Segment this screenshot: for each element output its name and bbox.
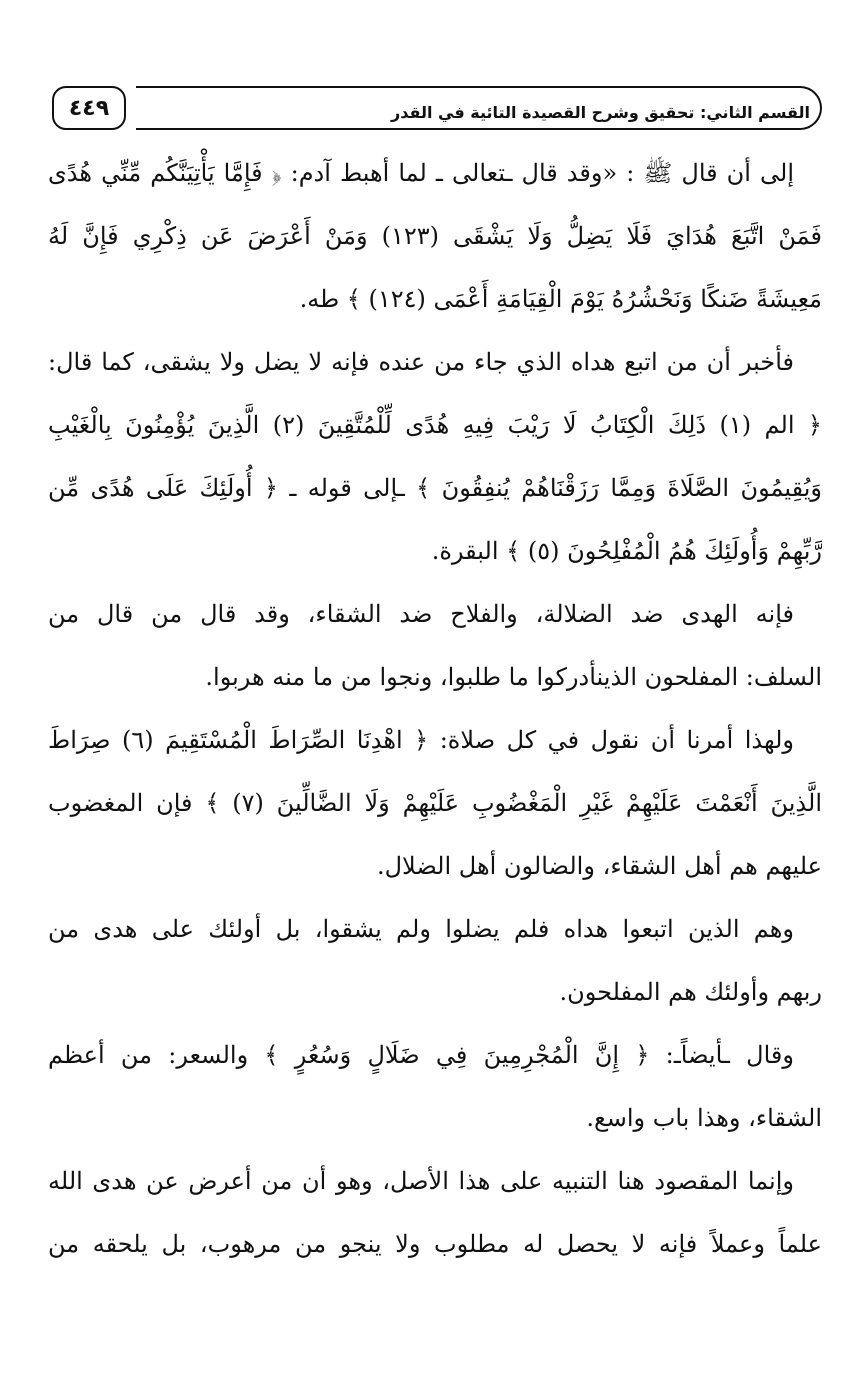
text-line: فإنه الهدى ضد الضلالة، والفلاح ضد الشقاء، وقد قال من قال من — [48, 600, 794, 628]
body-text — [48, 142, 822, 1276]
text-line: علماً وعملاً فإنه لا يحصل له مطلوب ولا ينجو من مرهوب، بل يلحقه من — [48, 1230, 822, 1258]
header-title-frame — [136, 86, 822, 130]
running-title: القسم الثاني: تحقيق وشرح القصيدة التائية في القدر — [390, 103, 810, 122]
text-line: السلف: المفلحون الذينأدركوا ما طلبوا، ونجوا من ما منه هربوا. — [205, 663, 822, 691]
text-line: عليهم هم أهل الشقاء، والضالون أهل الضلال. — [376, 852, 822, 880]
text-line: مَعِيشَةً ضَنكًا وَنَحْشُرُهُ يَوْمَ الْقِيَامَةِ أَعْمَى (١٢٤) ﴾ طه. — [299, 285, 822, 313]
text-line: ﴿ الم (١) ذَلِكَ الْكِتَابُ لَا رَيْبَ فِيهِ هُدًى لِّلْمُتَّقِينَ (٢) الَّذِينَ يُؤْمِنُونَ بِالْغَيْبِ — [48, 411, 822, 439]
text-line: وقال ـأيضاًـ: ﴿ إِنَّ الْمُجْرِمِينَ فِي ضَلَالٍ وَسُعُرٍ ﴾ والسعر: من أعظم — [48, 1041, 794, 1069]
text-line: الَّذِينَ أَنْعَمْتَ عَلَيْهِمْ غَيْرِ الْمَغْضُوبِ عَلَيْهِمْ وَلَا الضَّالِّينَ (٧) ﴾ فإن المغضوب — [48, 789, 822, 817]
text-line: وَيُقِيمُونَ الصَّلَاةَ وَمِمَّا رَزَقْنَاهُمْ يُنفِقُونَ ﴾ ـإلى قوله ـ ﴿ أُولَئِكَ عَلَى هُدًى مِّن — [48, 474, 822, 502]
text-line: فأخبر أن من اتبع هداه الذي جاء من عنده فإنه لا يضل ولا يشقى، كما قال: — [48, 348, 794, 376]
text-line: رَّبِّهِمْ وَأُولَئِكَ هُمُ الْمُفْلِحُونَ (٥) ﴾ البقرة. — [431, 537, 822, 565]
page-number: ٤٤٩ — [52, 86, 126, 130]
text-line: وإنما المقصود هنا التنبيه على هذا الأصل، وهو أن من أعرض عن هدى الله — [48, 1167, 794, 1195]
text-line: الشقاء، وهذا باب واسع. — [586, 1104, 822, 1132]
text-line: فَمَنْ اتَّبَعَ هُدَايَ فَلَا يَضِلُّ وَلَا يَشْقَى (١٢٣) وَمَنْ أَعْرَضَ عَن ذِكْرِي فَإِنَّ لَهُ — [48, 222, 822, 250]
text-line: ولهذا أمرنا أن نقول في كل صلاة: ﴿ اهْدِنَا الصِّرَاطَ الْمُسْتَقِيمَ (٦) صِرَاطَ — [48, 726, 794, 754]
text-line: وهم الذين اتبعوا هداه فلم يضلوا ولم يشقوا، بل أولئك على هدى من — [48, 915, 794, 943]
text-line: إلى أن قال ﷺ : «وقد قال ـتعالى ـ لما أهبط آدم: ﴿ فَإِمَّا يَأْتِيَنَّكُم مِّنِّي هُدًى — [48, 159, 794, 187]
running-header — [52, 86, 822, 132]
text-line: ربهم وأولئك هم المفلحون. — [559, 978, 822, 1006]
